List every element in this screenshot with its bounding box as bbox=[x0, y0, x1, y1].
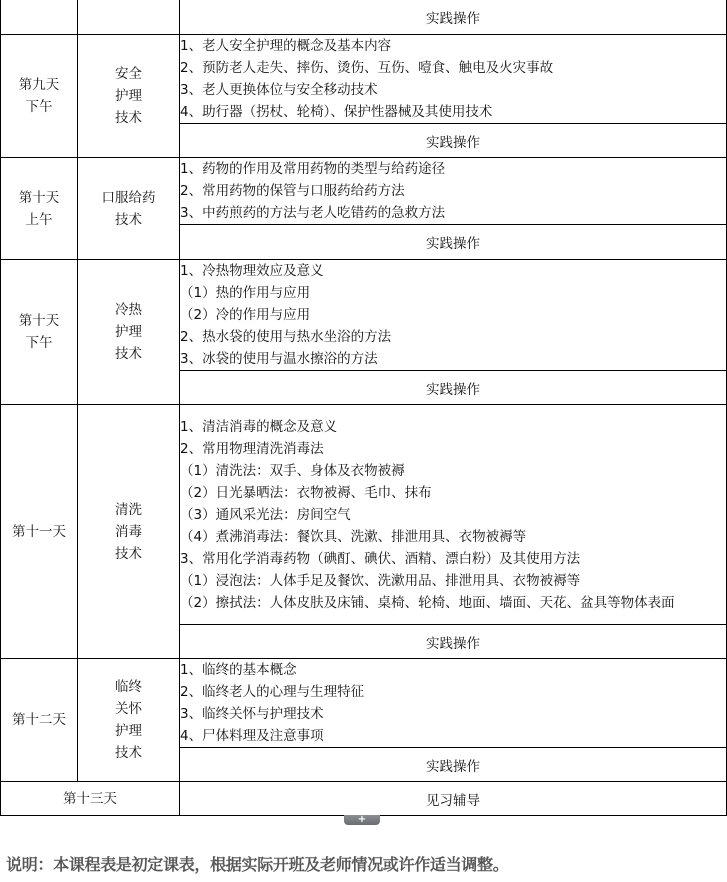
topic-line: 护理 bbox=[115, 88, 142, 104]
topic-line: 技术 bbox=[115, 745, 142, 761]
topic-line: 技术 bbox=[115, 211, 142, 228]
table-row bbox=[1, 659, 727, 748]
content-line: 2、常用物理清洗消毒法 bbox=[180, 440, 324, 457]
table-row bbox=[1, 782, 727, 816]
content-line: 2、预防老人走失、摔伤、烫伤、互伤、噎食、触电及火灾事故 bbox=[180, 60, 554, 76]
table-row bbox=[1, 405, 727, 625]
content-line: 4、尸体料理及注意事项 bbox=[180, 728, 324, 744]
content-line: 1、药物的作用及常用药物的类型与给药途径 bbox=[180, 161, 446, 177]
content-line: 1、老人安全护理的概念及基本内容 bbox=[180, 38, 392, 54]
content-line: （4）煮沸消毒法：餐饮具、洗漱、排泄用具、衣物被褥等 bbox=[180, 528, 527, 545]
content-cell: 见习辅导 bbox=[180, 782, 727, 816]
content-cell bbox=[180, 659, 727, 748]
content-line: 2、热水袋的使用与热水坐浴的方法 bbox=[180, 329, 392, 345]
content-line: 1、清洁消毒的概念及意义 bbox=[180, 418, 338, 435]
topic-cell bbox=[78, 405, 180, 659]
content-line: （2）擦拭法：人体皮肤及床铺、桌椅、轮椅、地面、墙面、天花、盆具等物体表面 bbox=[180, 594, 675, 611]
content-line: （1）热的作用与应用 bbox=[180, 285, 311, 301]
day-cell bbox=[1, 158, 78, 260]
content-line: （3）通风采光法：房间空气 bbox=[180, 506, 351, 523]
content-line: （2）日光暴晒法：衣物被褥、毛巾、抹布 bbox=[180, 484, 432, 501]
plus-icon: + bbox=[357, 814, 367, 825]
table-row bbox=[1, 158, 727, 225]
day-cell bbox=[1, 405, 78, 659]
session-label: 下午 bbox=[25, 99, 53, 115]
content-line: 4、助行器（拐杖、轮椅）、保护性器械及其使用技术 bbox=[180, 104, 493, 120]
topic-line: 口服给药 bbox=[101, 189, 156, 206]
content-cell bbox=[180, 405, 727, 625]
topic-line: 消毒 bbox=[115, 523, 142, 540]
content-cell bbox=[180, 260, 727, 371]
practice-cell: 实践操作 bbox=[180, 748, 727, 782]
session-label: 下午 bbox=[25, 335, 53, 351]
topic-line: 关怀 bbox=[115, 701, 142, 717]
content-line: 1、临终的基本概念 bbox=[180, 662, 297, 678]
content-line: 3、冰袋的使用与温水擦浴的方法 bbox=[180, 351, 378, 367]
topic-line: 护理 bbox=[115, 324, 142, 340]
day-label: 第九天 bbox=[18, 77, 60, 93]
topic-line: 护理 bbox=[115, 723, 142, 739]
table-row bbox=[1, 260, 727, 371]
topic-line: 冷热 bbox=[115, 302, 142, 318]
day-cell bbox=[1, 0, 78, 35]
content-cell bbox=[180, 35, 727, 124]
topic-line: 技术 bbox=[115, 545, 142, 562]
practice-cell: 实践操作 bbox=[180, 124, 727, 158]
topic-cell bbox=[78, 158, 180, 260]
practice-cell: 实践操作 bbox=[180, 625, 727, 659]
content-line: 3、中药煎药的方法与老人吃错药的急救方法 bbox=[180, 205, 446, 221]
day-cell: 第十三天 bbox=[1, 782, 180, 816]
topic-line: 安全 bbox=[115, 66, 142, 82]
day-cell bbox=[1, 659, 78, 782]
content-line: （2）冷的作用与应用 bbox=[180, 307, 311, 323]
topic-line: 清洗 bbox=[115, 501, 142, 518]
content-line: 3、老人更换体位与安全移动技术 bbox=[180, 82, 378, 98]
day-label: 第十天 bbox=[18, 189, 60, 206]
table-row bbox=[1, 0, 727, 35]
topic-cell bbox=[78, 659, 180, 782]
schedule-note: 说明：本课程表是初定课表，根据实际开班及老师情况或许作适当调整。 bbox=[6, 855, 509, 874]
practice-cell: 实践操作 bbox=[180, 225, 727, 260]
content-line: 2、常用药物的保管与口服药给药方法 bbox=[180, 183, 405, 199]
content-line: 3、常用化学消毒药物（碘酊、碘伏、酒精、漂白粉）及其使用方法 bbox=[180, 550, 581, 567]
session-label: 上午 bbox=[25, 211, 53, 228]
content-line: 2、临终老人的心理与生理特征 bbox=[180, 684, 365, 700]
content-line: 3、临终关怀与护理技术 bbox=[180, 706, 324, 722]
topic-cell bbox=[78, 35, 180, 158]
day-label: 第十二天 bbox=[12, 712, 66, 728]
practice-cell: 实践操作 bbox=[180, 0, 727, 35]
topic-line: 技术 bbox=[115, 346, 142, 362]
content-line: （1）浸泡法：人体手足及餐饮、洗漱用品、排泄用具、衣物被褥等 bbox=[180, 572, 581, 589]
content-cell bbox=[180, 158, 727, 225]
practice-cell: 实践操作 bbox=[180, 371, 727, 405]
day-cell bbox=[1, 35, 78, 158]
content-line: 1、冷热物理效应及意义 bbox=[180, 263, 324, 279]
table-row bbox=[1, 35, 727, 124]
topic-cell bbox=[78, 0, 180, 35]
day-label: 第十天 bbox=[18, 313, 60, 329]
day-label: 第十一天 bbox=[12, 523, 66, 540]
day-cell bbox=[1, 260, 78, 405]
expand-button[interactable] bbox=[344, 815, 380, 825]
topic-cell bbox=[78, 260, 180, 405]
topic-line: 技术 bbox=[115, 110, 142, 126]
content-line: （1）清洗法：双手、身体及衣物被褥 bbox=[180, 462, 405, 479]
topic-line: 临终 bbox=[115, 679, 142, 695]
